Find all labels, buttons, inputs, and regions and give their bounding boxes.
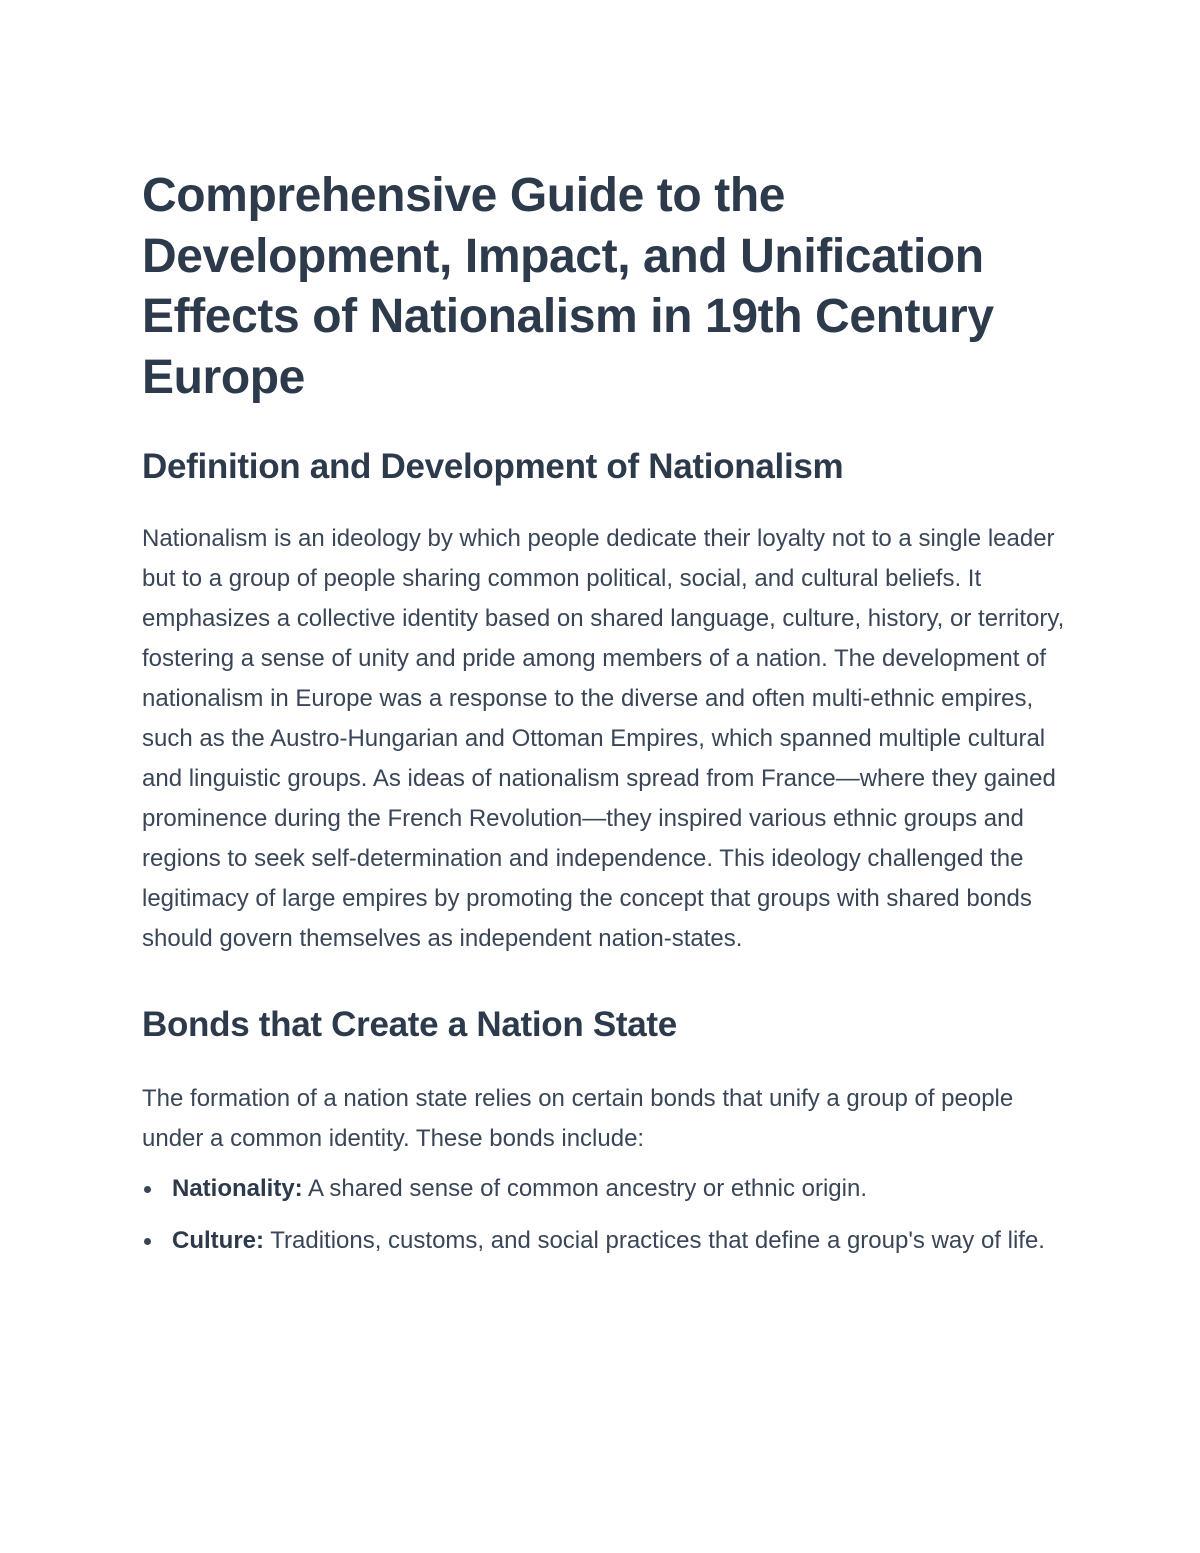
bullet-dot-icon [144,1238,151,1245]
bullet-text: A shared sense of common ancestry or ethnic origin. [302,1175,867,1202]
bullet-dot-icon [144,1186,151,1193]
document-page [142,166,1072,1273]
paragraph-bonds-intro: The formation of a nation state relies on certain bonds that unify a group of people under a common identity. These bonds include: [142,1085,1014,1152]
bonds-bullet-list [142,1169,1072,1261]
list-item [142,1169,1072,1209]
document-title: Comprehensive Guide to the Development, Impact, and Unification Effects of Nationalism in 19th Century Europe [142,169,994,404]
bullet-term: Nationality: [172,1175,303,1202]
bullet-term: Culture: [172,1227,264,1254]
section-heading-bonds: Bonds that Create a Nation State [142,1005,677,1044]
section-heading-definition: Definition and Development of Nationalism [142,447,844,486]
paragraph-definition: Nationalism is an ideology by which people dedicate their loyalty not to a single leader but to a group of people sharing common political, social, and cultural beliefs. It emphasizes a collective identity based on shared language, culture, history, or territory, fostering a sense of unity and pride among members of a nation. The development of nationalism in Europe was a response to the diverse and often multi-ethnic empires, such as the Austro-Hungarian and Ottoman Empires, which spanned multiple cultural and linguistic groups. As ideas of nationalism spread from France—where they gained prominence during the French Revolution—they inspired various ethnic groups and regions to seek self-determination and independence. This ideology challenged the legitimacy of large empires by promoting the concept that groups with shared bonds should govern themselves as independent nation-states. [142,525,1065,952]
bullet-text: Traditions, customs, and social practices that define a group's way of life. [264,1227,1045,1254]
list-item [142,1221,1072,1261]
